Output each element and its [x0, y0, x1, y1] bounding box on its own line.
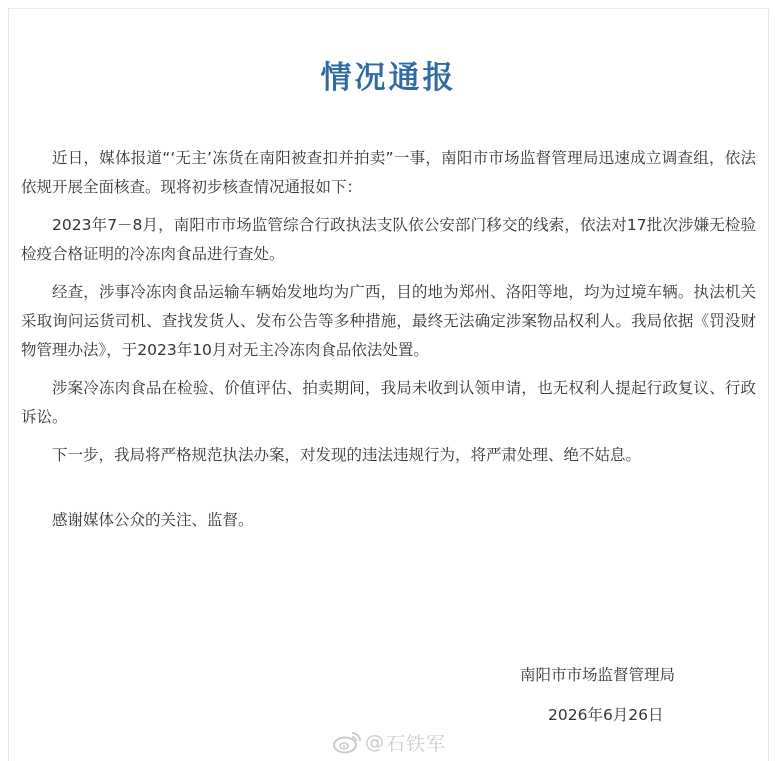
watermark-at: @	[365, 731, 384, 753]
notice-title: 情况通报	[320, 60, 457, 96]
paragraph-next-step: 下一步，我局将严格规范执法办案，对发现的违法违规行为，将严肃处理、绝不姑息。	[52, 446, 642, 464]
watermark-name: 石铁军	[386, 732, 447, 755]
watermark	[332, 728, 446, 756]
paragraph-findings: 经查，涉事冷冻肉食品运输车辆始发地均为广西，目的地为郑州、洛阳等地，均为过境车辆。执法机关采取询问运货司机、查找发货人、发布公告等多种措施，最终无法确定涉案物品权利人。我局依据《罚没财物管理办法》，于2023年10月对无主冷冻肉食品依法处置。	[21, 283, 756, 359]
signature-organization: 南阳市市场监督管理局	[520, 666, 676, 684]
paragraph-auction: 涉案冷冻肉食品在检验、价值评估、拍卖期间，我局未收到认领申请，也无权利人提起行政复议、行政诉讼。	[21, 379, 756, 426]
notice-body	[21, 144, 756, 544]
weibo-icon	[332, 730, 362, 754]
paragraph-intro: 近日，媒体报道“‘无主’冻货在南阳被查扣并拍卖”一事，南阳市市场监督管理局迅速成立调查组，依法依规开展全面核查。现将初步核查情况通报如下：	[21, 149, 756, 196]
paragraph-investigation: 2023年7－8月，南阳市市场监管综合行政执法支队依公安部门移交的线索，依法对17批次涉嫌无检验检疫合格证明的冷冻肉食品进行查处。	[21, 216, 756, 263]
signature-date: 2026年6月26日	[548, 706, 664, 724]
paragraph-thanks: 感谢媒体公众的关注、监督。	[52, 511, 254, 529]
